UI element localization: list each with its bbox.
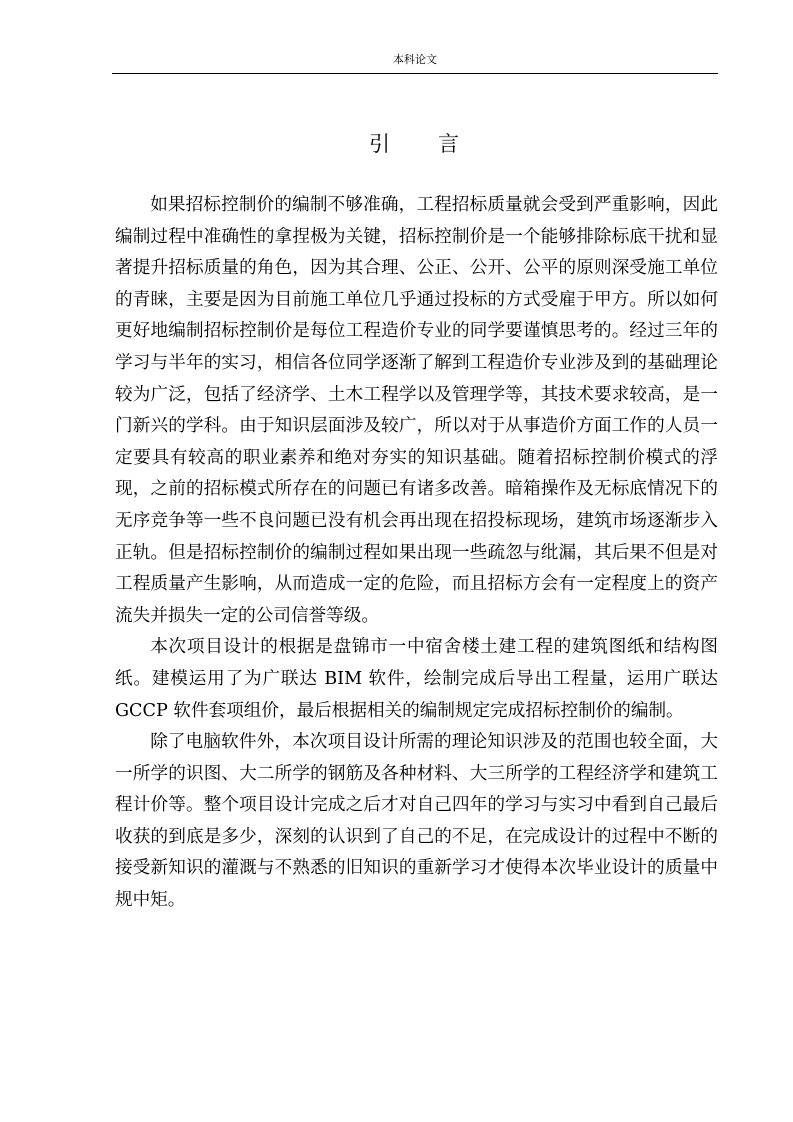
page-header: 本科论文 — [393, 53, 437, 66]
paragraph: 除了电脑软件外，本次项目设计所需的理论知识涉及的范围也较全面，大一所学的识图、大二所学的钢筋及各种材料、大三所学的工程经济学和建筑工程计价等。整个项目设计完成之后才对自己四年的学习与实习中看到自己最后收获的到底是多少，深刻的认识到了自己的不足，在完成设计的过程中不断的接受新知识的灌溉与不熟悉的旧知识的重新学习才使得本次毕业设计的质量中规中矩。 — [115, 732, 718, 911]
body-text — [115, 190, 718, 917]
header-divider — [112, 73, 718, 74]
section-title: 引 言 — [369, 132, 461, 156]
paragraph: 本次项目设计的根据是盘锦市一中宿舍楼土建工程的建筑图纸和结构图纸。建模运用了为广联达 BIM 软件，绘制完成后导出工程量，运用广联达 GCCP 软件套项组价，最后根据相关的编制规定完成招标控制价的编制。 — [115, 637, 718, 721]
paragraph: 如果招标控制价的编制不够准确，工程招标质量就会受到严重影响，因此编制过程中准确性的拿捏极为关键，招标控制价是一个能够排除标底干扰和显著提升招标质量的角色，因为其合理、公正、公开、公平的原则深受施工单位的青睐，主要是因为目前施工单位几乎通过投标的方式受雇于甲方。所以如何更好地编制招标控制价是每位工程造价专业的同学要谨慎思考的。经过三年的学习与半年的实习，相信各位同学逐渐了解到工程造价专业涉及到的基础理论较为广泛，包括了经济学、土木工程学以及管理学等，其技术要求较高，是一门新兴的学科。由于知识层面涉及较广，所以对于从事造价方面工作的人员一定要具有较高的职业素养和绝对夯实的知识基础。随着招标控制价模式的浮现，之前的招标模式所存在的问题已有诸多改善。暗箱操作及无标底情况下的无序竞争等一些不良问题已没有机会再出现在招投标现场，建筑市场逐渐步入正轨。但是招标控制价的编制过程如果出现一些疏忽与纰漏，其后果不但是对工程质量产生影响，从而造成一定的危险，而且招标方会有一定程度上的资产流失并损失一定的公司信誉等级。 — [115, 195, 718, 626]
